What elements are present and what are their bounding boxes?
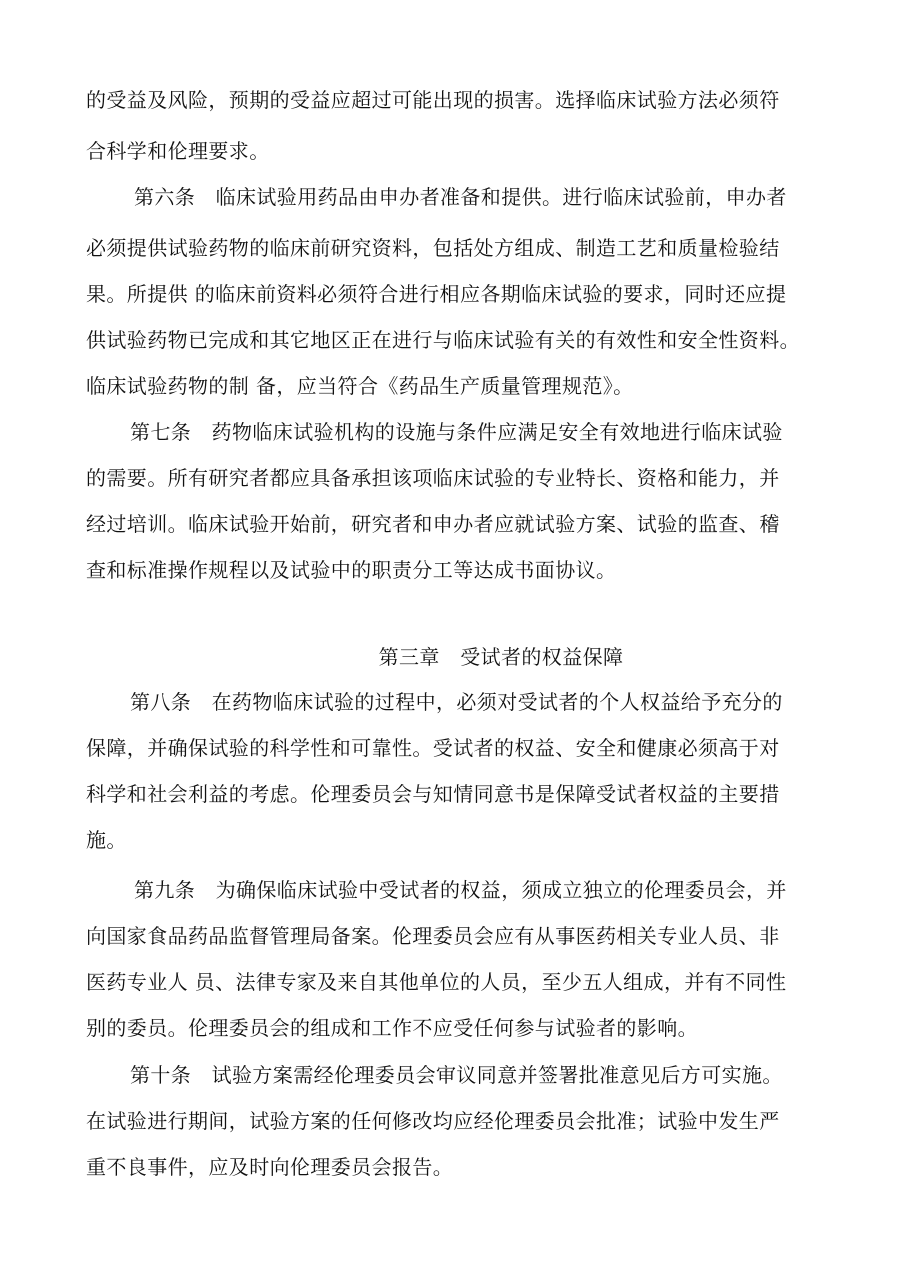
text-line: 在试验进行期间，试验方案的任何修改均应经伦理委员会批准；试验中发生严 [86,1109,780,1133]
text-line: 重不良事件，应及时向伦理委员会报告。 [86,1155,454,1179]
text-line: 供试验药物已完成和其它地区正在进行与临床试验有关的有效性和安全性资料。 [86,328,800,352]
text-line: 必须提供试验药物的临床前研究资料，包括处方组成、制造工艺和质量检验结 [86,236,780,260]
text-line: 医药专业人 员、法律专家及来自其他单位的人员，至少五人组成，并有不同性 [86,970,787,994]
chapter-heading: 第三章 受试者的权益保障 [378,645,624,669]
article-6-start: 第六条 临床试验用药品由申办者准备和提供。进行临床试验前，申办者 [134,185,787,209]
text-line: 果。所提供 的临床前资料必须符合进行相应各期临床试验的要求，同时还应提 [86,282,787,306]
text-line: 向国家食品药品监督管理局备案。伦理委员会应有从事医药相关专业人员、非 [86,924,780,948]
text-line: 合科学和伦理要求。 [86,139,270,163]
article-9-start: 第九条 为确保临床试验中受试者的权益，须成立独立的伦理委员会，并 [134,878,787,902]
text-line: 经过培训。临床试验开始前，研究者和申办者应就试验方案、试验的监查、稽 [86,512,780,536]
text-line: 保障，并确保试验的科学性和可靠性。受试者的权益、安全和健康必须高于对 [86,736,780,760]
text-line: 查和标准操作规程以及试验中的职责分工等达成书面协议。 [86,558,617,582]
text-line: 别的委员。伦理委员会的组成和工作不应受任何参与试验者的影响。 [86,1016,698,1040]
text-line: 的需要。所有研究者都应具备承担该项临床试验的专业特长、资格和能力，并 [86,466,780,490]
text-line: 施。 [86,828,127,852]
text-line: 的受益及风险，预期的受益应超过可能出现的损害。选择临床试验方法必须符 [86,88,780,112]
text-line: 临床试验药物的制 备，应当符合《药品生产质量管理规范》。 [86,374,634,398]
article-8-start: 第八条 在药物临床试验的过程中，必须对受试者的个人权益给予充分的 [130,690,783,714]
text-line: 科学和社会利益的考虑。伦理委员会与知情同意书是保障受试者权益的主要措 [86,782,780,806]
article-10-start: 第十条 试验方案需经伦理委员会审议同意并签署批准意见后方可实施。 [130,1063,783,1087]
article-7-start: 第七条 药物临床试验机构的设施与条件应满足安全有效地进行临床试验 [130,420,783,444]
